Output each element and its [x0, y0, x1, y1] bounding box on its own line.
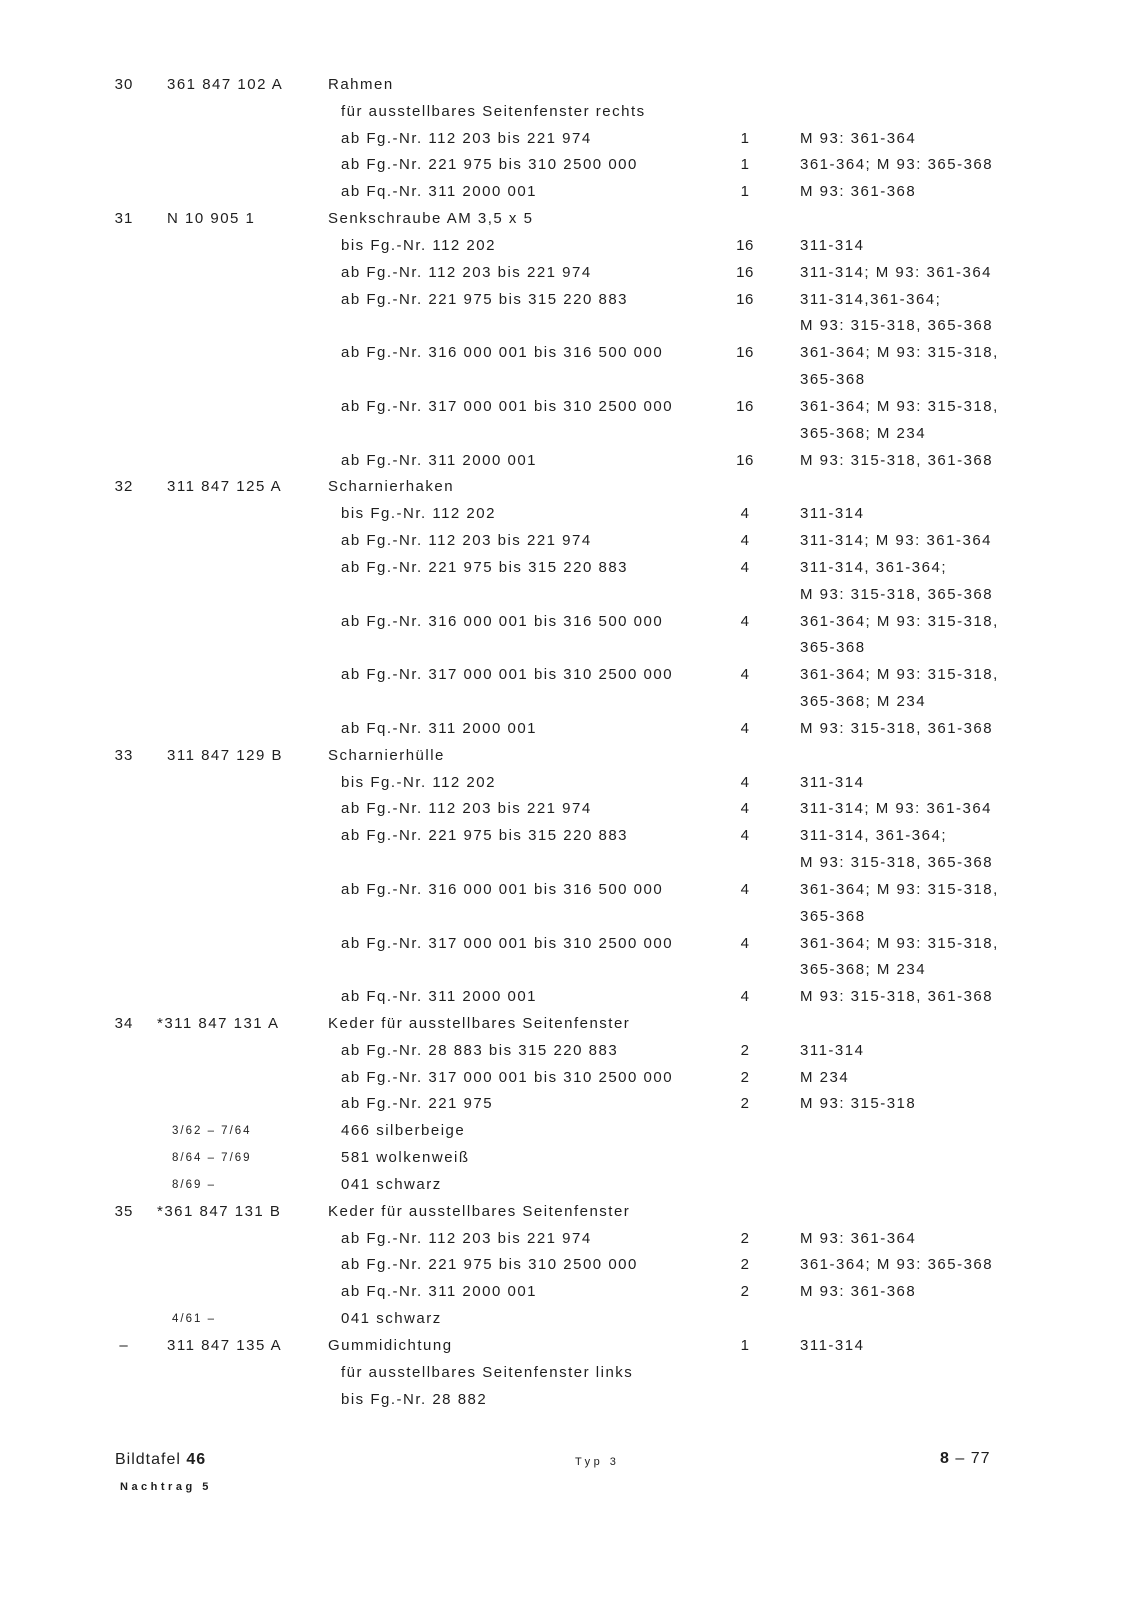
remark-continuation-row: [0, 957, 1144, 984]
quantity: 16: [736, 290, 754, 308]
item-number: 33: [114, 746, 134, 764]
detail-row: [0, 984, 1144, 1011]
page-number: [940, 1449, 991, 1469]
remark-continuation-row: [0, 850, 1144, 877]
quantity: 4: [740, 719, 750, 737]
remark: 361-364; M 93: 315-318,: [800, 612, 999, 630]
detail-text: ab Fg.-Nr. 316 000 001 bis 316 500 000: [341, 344, 664, 362]
color-name: 041 schwarz: [341, 1310, 442, 1328]
part-name: Scharnierhülle: [328, 746, 445, 764]
remark: M 93: 361-368: [800, 183, 917, 201]
date-range: 8/64 – 7/69: [172, 1152, 252, 1165]
remark: 311-314; M 93: 361-364: [800, 532, 993, 550]
detail-row: [0, 1252, 1144, 1279]
part-name: Keder für ausstellbares Seitenfenster: [328, 1014, 631, 1032]
detail-text: ab Fq.-Nr. 311 2000 001: [341, 988, 537, 1006]
quantity: 2: [740, 1041, 750, 1059]
quantity: 1: [740, 129, 750, 147]
item-number: –: [119, 1336, 129, 1354]
remark: 361-364; M 93: 365-368: [800, 1256, 994, 1274]
date-range: 4/61 –: [172, 1313, 216, 1326]
detail-row: [0, 877, 1144, 904]
detail-text: ab Fg.-Nr. 221 975 bis 310 2500 000: [341, 1256, 638, 1274]
remark: M 93: 315-318, 361-368: [800, 719, 994, 737]
detail-row: [0, 1038, 1144, 1065]
detail-row: [0, 394, 1144, 421]
part-name: Senkschraube AM 3,5 x 5: [328, 210, 534, 228]
detail-row: [0, 287, 1144, 314]
detail-text: für ausstellbares Seitenfenster rechts: [341, 102, 646, 120]
item-number: 32: [114, 478, 134, 496]
remark-continuation-row: [0, 421, 1144, 448]
part-item-row: [0, 1333, 1144, 1360]
part-number: 311 847 135 A: [167, 1336, 283, 1354]
quantity: 16: [736, 397, 754, 415]
part-number: *311 847 131 A: [157, 1014, 280, 1032]
remark: 361-364; M 93: 315-318,: [800, 934, 999, 952]
detail-text: ab Fg.-Nr. 317 000 001 bis 310 2500 000: [341, 1068, 674, 1086]
item-number: 35: [114, 1202, 134, 1220]
detail-row: [0, 179, 1144, 206]
detail-row: [0, 555, 1144, 582]
detail-text: bis Fg.-Nr. 28 882: [341, 1390, 488, 1408]
quantity: 16: [736, 451, 754, 469]
quantity: 16: [736, 344, 754, 362]
color-name: 466 silberbeige: [341, 1122, 466, 1140]
remark: 365-368; M 234: [800, 424, 927, 442]
item-number: 31: [114, 210, 134, 228]
plate-number: 46: [186, 1451, 207, 1468]
remark: M 93: 315-318, 365-368: [800, 585, 994, 603]
remark: 361-364; M 93: 315-318,: [800, 880, 999, 898]
quantity: 4: [740, 800, 750, 818]
page-number-value: 77: [970, 1450, 991, 1467]
part-name: Scharnierhaken: [328, 478, 455, 496]
detail-row: [0, 126, 1144, 153]
detail-text: ab Fg.-Nr. 221 975 bis 315 220 883: [341, 290, 629, 308]
remark-continuation-row: [0, 635, 1144, 662]
detail-text: ab Fg.-Nr. 112 203 bis 221 974: [341, 129, 592, 147]
quantity: 4: [740, 558, 750, 576]
quantity: 2: [740, 1068, 750, 1086]
detail-text: bis Fg.-Nr. 112 202: [341, 773, 496, 791]
part-item-row: [0, 1011, 1144, 1038]
remark-continuation-row: [0, 367, 1144, 394]
detail-text: ab Fg.-Nr. 316 000 001 bis 316 500 000: [341, 880, 664, 898]
remark: 311-314,361-364;: [800, 290, 942, 308]
remark: 365-368: [800, 639, 866, 657]
remark: 311-314, 361-364;: [800, 827, 947, 845]
remark: M 234: [800, 1068, 850, 1086]
quantity: 4: [740, 934, 750, 952]
item-number: 30: [114, 76, 134, 93]
remark: 365-368; M 234: [800, 693, 927, 711]
detail-text: bis Fg.-Nr. 112 202: [341, 505, 496, 523]
quantity: 4: [740, 505, 750, 523]
color-variant-row: [0, 1118, 1144, 1145]
detail-text: für ausstellbares Seitenfenster links: [341, 1363, 634, 1381]
quantity: 4: [740, 773, 750, 791]
remark-continuation-row: [0, 689, 1144, 716]
remark-continuation-row: [0, 582, 1144, 609]
color-variant-row: [0, 1306, 1144, 1333]
item-number: 34: [114, 1014, 134, 1032]
detail-row: [0, 448, 1144, 475]
quantity: 2: [740, 1256, 750, 1274]
remark: 361-364; M 93: 315-318,: [800, 397, 999, 415]
detail-text: ab Fg.-Nr. 317 000 001 bis 310 2500 000: [341, 934, 674, 952]
detail-text: ab Fg.-Nr. 317 000 001 bis 310 2500 000: [341, 666, 674, 684]
remark: 311-314: [800, 236, 865, 254]
detail-text: bis Fg.-Nr. 112 202: [341, 236, 496, 254]
detail-row: [0, 609, 1144, 636]
remark: M 93: 315-318: [800, 1095, 917, 1113]
remark: 311-314, 361-364;: [800, 558, 947, 576]
detail-text: ab Fq.-Nr. 311 2000 001: [341, 183, 537, 201]
detail-row: [0, 340, 1144, 367]
date-range: 8/69 –: [172, 1178, 216, 1191]
remark-continuation-row: [0, 313, 1144, 340]
color-name: 041 schwarz: [341, 1175, 442, 1193]
remark: 365-368: [800, 371, 866, 389]
remark: M 93: 315-318, 361-368: [800, 988, 994, 1006]
quantity: 2: [740, 1095, 750, 1113]
quantity: 2: [740, 1229, 750, 1247]
detail-row: [0, 931, 1144, 958]
part-name: Keder für ausstellbares Seitenfenster: [328, 1202, 631, 1220]
detail-text: ab Fg.-Nr. 221 975 bis 315 220 883: [341, 558, 629, 576]
part-number: 311 847 129 B: [167, 746, 283, 764]
quantity: 4: [740, 666, 750, 684]
detail-row: [0, 770, 1144, 797]
remark: M 93: 361-368: [800, 1283, 917, 1301]
remark: 311-314: [800, 773, 865, 791]
detail-text: ab Fg.-Nr. 221 975: [341, 1095, 494, 1113]
color-name: 581 wolkenweiß: [341, 1149, 470, 1167]
detail-text: ab Fg.-Nr. 316 000 001 bis 316 500 000: [341, 612, 664, 630]
remark: 365-368; M 234: [800, 961, 927, 979]
page-section: 8: [940, 1450, 950, 1467]
quantity: 4: [740, 880, 750, 898]
detail-text: ab Fg.-Nr. 311 2000 001: [341, 451, 537, 469]
part-item-row: [0, 206, 1144, 233]
remark-continuation-row: [0, 904, 1144, 931]
remark: 311-314: [800, 1336, 865, 1354]
part-item-row: [0, 72, 1144, 99]
plate-label: Bildtafel: [115, 1451, 181, 1468]
detail-text: ab Fg.-Nr. 28 883 bis 315 220 883: [341, 1041, 619, 1059]
color-variant-row: [0, 1172, 1144, 1199]
quantity: 16: [736, 236, 754, 254]
parts-list: [0, 72, 1144, 1413]
part-number: N 10 905 1: [167, 210, 256, 228]
detail-row: [0, 1387, 1144, 1414]
detail-text: ab Fg.-Nr. 112 203 bis 221 974: [341, 800, 592, 818]
detail-row: [0, 501, 1144, 528]
quantity: 1: [740, 156, 750, 174]
detail-text: ab Fg.-Nr. 112 203 bis 221 974: [341, 1229, 592, 1247]
remark: M 93: 315-318, 365-368: [800, 317, 994, 335]
detail-row: [0, 1360, 1144, 1387]
quantity: 4: [740, 988, 750, 1006]
part-number: *361 847 131 B: [157, 1202, 282, 1220]
detail-row: [0, 823, 1144, 850]
detail-text: ab Fq.-Nr. 311 2000 001: [341, 719, 537, 737]
detail-row: [0, 528, 1144, 555]
remark: 311-314; M 93: 361-364: [800, 263, 993, 281]
part-name: Gummidichtung: [328, 1336, 453, 1354]
detail-row: [0, 716, 1144, 743]
quantity: 1: [740, 1336, 750, 1354]
quantity: 2: [740, 1283, 750, 1301]
remark: 311-314: [800, 1041, 865, 1059]
part-item-row: [0, 1199, 1144, 1226]
detail-text: ab Fq.-Nr. 311 2000 001: [341, 1283, 537, 1301]
remark: 361-364; M 93: 365-368: [800, 156, 994, 174]
detail-row: [0, 260, 1144, 287]
remark: M 93: 315-318, 361-368: [800, 451, 994, 469]
detail-row: [0, 1226, 1144, 1253]
detail-text: ab Fg.-Nr. 317 000 001 bis 310 2500 000: [341, 397, 674, 415]
remark: M 93: 315-318, 365-368: [800, 854, 994, 872]
remark: 311-314; M 93: 361-364: [800, 800, 993, 818]
remark: M 93: 361-364: [800, 1229, 917, 1247]
plate-reference: [115, 1450, 206, 1470]
quantity: 1: [740, 183, 750, 201]
vehicle-type: Typ 3: [575, 1456, 620, 1468]
detail-row: [0, 796, 1144, 823]
part-item-row: [0, 474, 1144, 501]
detail-text: ab Fg.-Nr. 112 203 bis 221 974: [341, 532, 592, 550]
color-variant-row: [0, 1145, 1144, 1172]
supplement-label: Nachtrag 5: [120, 1481, 212, 1493]
detail-text: ab Fg.-Nr. 112 203 bis 221 974: [341, 263, 592, 281]
detail-text: ab Fg.-Nr. 221 975 bis 310 2500 000: [341, 156, 638, 174]
quantity: 4: [740, 532, 750, 550]
remark: M 93: 361-364: [800, 129, 917, 147]
detail-row: [0, 662, 1144, 689]
part-number: 311 847 125 A: [167, 478, 283, 496]
detail-row: [0, 1065, 1144, 1092]
remark: 365-368: [800, 907, 866, 925]
detail-text: ab Fg.-Nr. 221 975 bis 315 220 883: [341, 827, 629, 845]
part-name: Rahmen: [328, 76, 394, 93]
part-item-row: [0, 743, 1144, 770]
detail-row: [0, 1279, 1144, 1306]
date-range: 3/62 – 7/64: [172, 1125, 252, 1138]
page-separator: –: [955, 1450, 966, 1467]
detail-row: [0, 233, 1144, 260]
detail-row: [0, 152, 1144, 179]
quantity: 4: [740, 612, 750, 630]
part-number: 361 847 102 A: [167, 76, 284, 93]
remark: 311-314: [800, 505, 865, 523]
detail-row: [0, 99, 1144, 126]
remark: 361-364; M 93: 315-318,: [800, 344, 999, 362]
quantity: 16: [736, 263, 754, 281]
detail-row: [0, 1091, 1144, 1118]
remark: 361-364; M 93: 315-318,: [800, 666, 999, 684]
quantity: 4: [740, 827, 750, 845]
